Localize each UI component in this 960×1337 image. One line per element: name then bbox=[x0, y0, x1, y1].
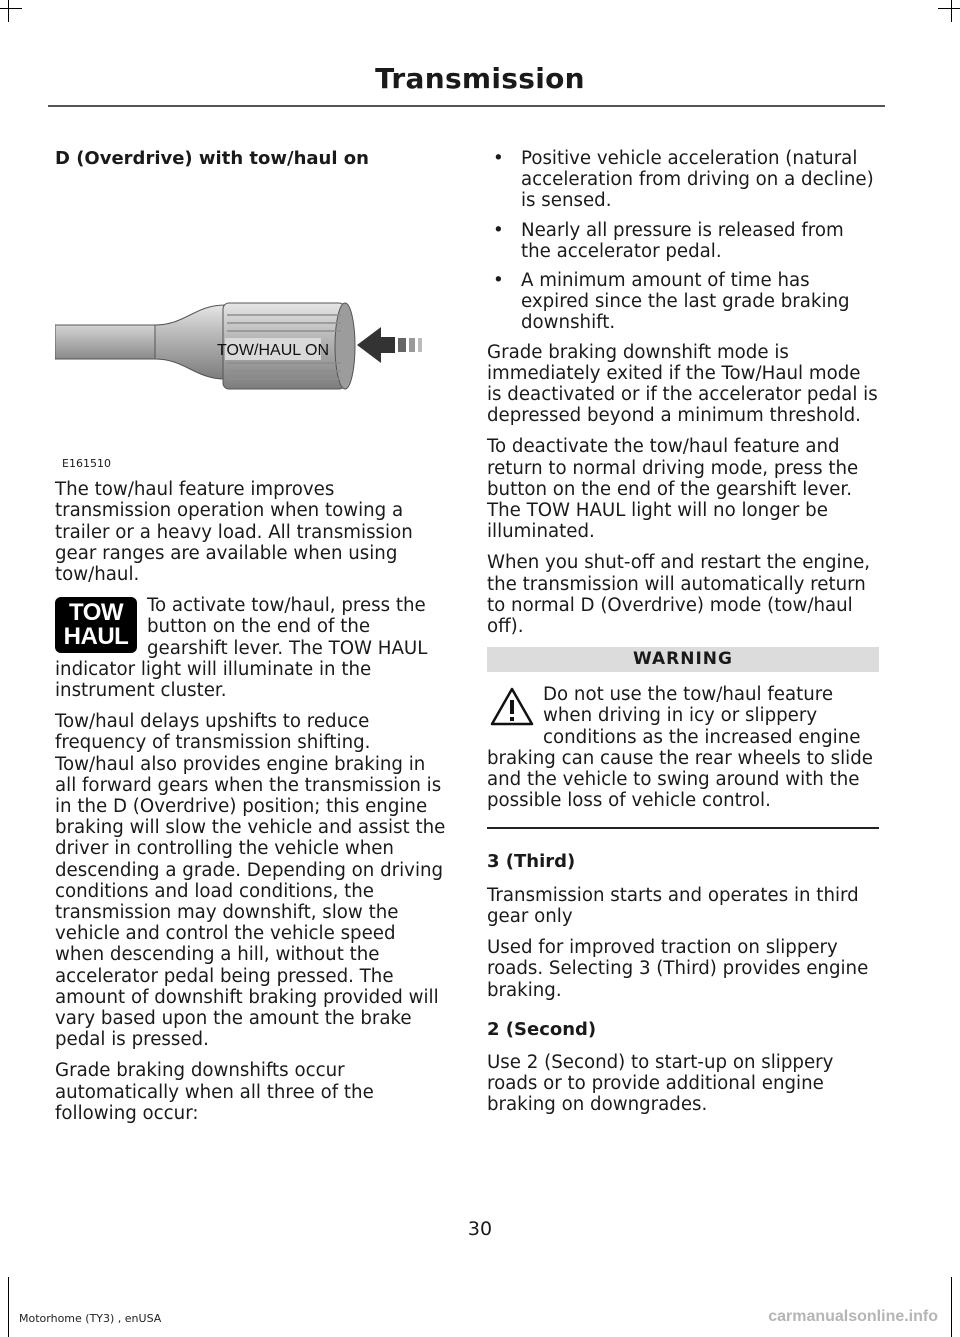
haul-icon-text: HAUL bbox=[63, 623, 129, 651]
warning-triangle-icon bbox=[489, 686, 535, 728]
document-info: Motorhome (TY3) , enUSA bbox=[19, 1312, 162, 1325]
deactivate-paragraph: To deactivate the tow/haul feature and return to normal driving mode, press the button on the end of the gearshift lever. The TOW HAUL light will no longer be illuminated. bbox=[487, 436, 859, 543]
list-item: • Nearly all pressure is released from the accelerator pedal. bbox=[493, 219, 844, 262]
tow-icon-text: TOW bbox=[68, 599, 124, 627]
watermark: carmanualsonline.info bbox=[768, 1308, 938, 1325]
list-item: • A minimum amount of time has expired since the last grade braking downshift. bbox=[493, 270, 850, 334]
warning-divider bbox=[487, 827, 879, 829]
section-heading-second: 2 (Second) bbox=[487, 1018, 597, 1040]
warning-box bbox=[487, 684, 879, 811]
knob-label: TOW/HAUL ON bbox=[216, 342, 330, 360]
tow-haul-indicator-icon bbox=[55, 597, 137, 653]
warning-header: WARNING bbox=[487, 647, 879, 672]
right-column bbox=[487, 148, 879, 1126]
left-column bbox=[55, 148, 450, 1134]
crop-mark bbox=[951, 1277, 952, 1337]
gearshift-lever-illustration bbox=[55, 181, 435, 471]
section-heading-third: 3 (Third) bbox=[487, 851, 576, 873]
exit-mode-paragraph: Grade braking downshift mode is immediately exited if the Tow/Haul mode is deactivated or if the accelerator pedal is depressed beyond a minimum threshold. bbox=[487, 341, 878, 427]
conditions-list bbox=[487, 148, 879, 334]
second-gear-paragraph: Use 2 (Second) to start-up on slippery roads or to provide additional engine braking on downgrades. bbox=[487, 1051, 834, 1116]
third-traction-paragraph: Used for improved traction on slippery roads. Selecting 3 (Third) provides engine braking. bbox=[487, 937, 869, 1001]
activate-paragraph bbox=[55, 595, 450, 701]
title-divider bbox=[48, 105, 885, 107]
bullet-symbol: • bbox=[493, 270, 504, 292]
grade-braking-paragraph: Grade braking downshifts occur automatically when all three of the following occur: bbox=[55, 1060, 374, 1124]
figure-code: E161510 bbox=[62, 457, 111, 471]
gearshift-figure bbox=[55, 181, 435, 471]
crop-mark bbox=[938, 8, 960, 9]
bullet-symbol: • bbox=[493, 148, 504, 169]
page-number: 30 bbox=[467, 1218, 493, 1240]
warning-text: Do not use the tow/haul feature when driving in icy or slippery conditions as the increased engine braking can cause the rear wheels to slide and the vehicle to swing around with the possible loss of vehicle control. bbox=[487, 684, 873, 812]
restart-paragraph: When you shut-off and restart the engine, the transmission will automatically return to normal D (Overdrive) mode (tow/haul off). bbox=[487, 552, 871, 638]
page-title: Transmission bbox=[375, 62, 585, 95]
intro-paragraph: The tow/haul feature improves transmission operation when towing a trailer or a heavy load. All transmission gear ranges are available when using tow/haul. bbox=[55, 479, 413, 586]
crop-mark bbox=[8, 0, 9, 22]
third-gear-paragraph: Transmission starts and operates in third gear only bbox=[487, 884, 859, 927]
bullet-symbol: • bbox=[493, 219, 504, 241]
list-item: • Positive vehicle acceleration (natural acceleration from driving on a decline) is sensed. bbox=[493, 148, 874, 212]
crop-mark bbox=[951, 0, 952, 22]
crop-mark bbox=[0, 8, 22, 9]
crop-mark bbox=[8, 1277, 9, 1337]
upshift-paragraph: Tow/haul delays upshifts to reduce frequency of transmission shifting. Tow/haul also provides engine braking in all forward gears when the transmission is in the D (Overdrive) position; this engine braking will slow the vehicle and assist the driver in controlling the vehicle when descending a grade. Depending on driving conditions and load conditions, the transmission may downshift, slow the vehicle and control the vehicle speed when descending a hill, without the accelerator pedal being pressed. The amount of downshift braking provided will vary based upon the amount the brake pedal is pressed. bbox=[55, 711, 446, 1051]
activate-text: To activate tow/haul, press the button on the end of the gearshift lever. The TOW HAUL indicator light will illuminate in the instrument cluster. bbox=[55, 595, 428, 702]
section-heading-tow-haul: D (Overdrive) with tow/haul on bbox=[55, 148, 369, 169]
